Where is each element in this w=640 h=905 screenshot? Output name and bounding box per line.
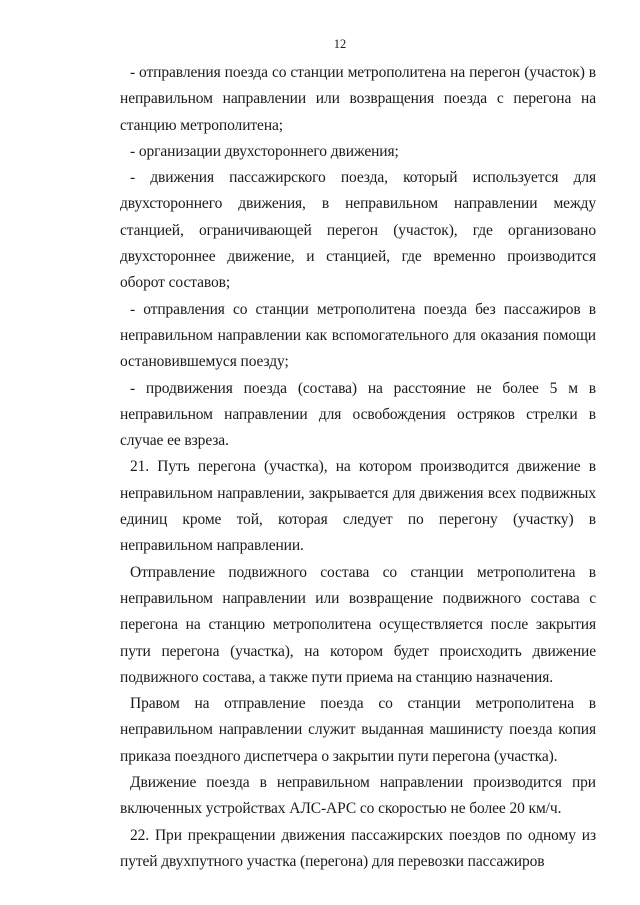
paragraph-5: - продвижения поезда (состава) на расстояние не более 5 м в неправильном направлении для освобождения остряков стрелки в случае ее взреза. xyxy=(120,379,596,450)
paragraph-4: - отправления со станции метрополитена поезда без пассажиров в неправильном направлении как вспомогательного для оказания помощи остановившемуся поезду; xyxy=(120,300,596,371)
paragraph-2: - организации двухстороннего движения; xyxy=(130,142,399,160)
paragraph-7: Отправление подвижного состава со станции метрополитена в неправильном направлении или возвращение подвижного состава с перегона на станцию метрополитена осуществляется после закрытия пути перегона (участка), на котором будет происходить движение подвижного состава, а также пути приема на станцию назначения. xyxy=(120,563,596,686)
page-number: 12 xyxy=(333,37,347,51)
document-body xyxy=(120,60,596,875)
paragraph-6: 21. Путь перегона (участка), на котором производится движение в неправильном направлении, закрывается для движения всех подвижных единиц кроме той, которая следует по перегону (участку) в неправильном направлении. xyxy=(120,458,596,555)
paragraph-9: Движение поезда в неправильном направлении производится при включенных устройствах АЛС-АРС со скоростью не более 20 км/ч. xyxy=(120,774,596,818)
paragraph-1: - отправления поезда со станции метрополитена на перегон (участок) в неправильном направлении или возвращения поезда с перегона на станцию метрополитена; xyxy=(120,64,596,134)
paragraph-3: - движения пассажирского поезда, который используется для двухстороннего движения, в неправильном направлении между станцией, ограничивающей перегон (участок), где организовано двухстороннее движение, и станцией, где временно производится оборот составов; xyxy=(120,169,596,292)
paragraph-8: Правом на отправление поезда со станции метрополитена в неправильном направлении служит выданная машинисту поезда копия приказа поездного диспетчера о закрытии пути перегона (участка). xyxy=(120,695,596,765)
paragraph-10: 22. При прекращении движения пассажирских поездов по одному из путей двухпутного участка (перегона) для перевозки пассажиров xyxy=(120,826,596,870)
